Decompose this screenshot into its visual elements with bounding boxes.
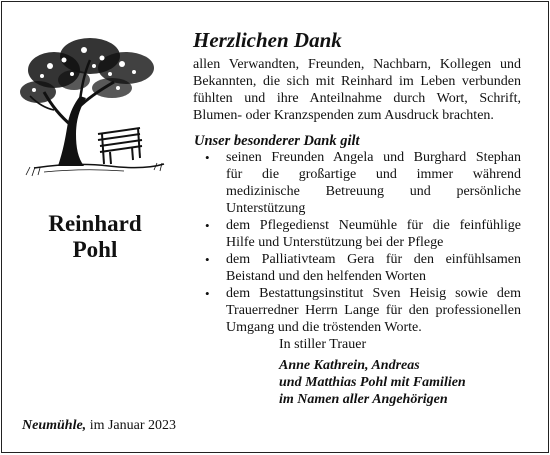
list-item-line: Hilfe und Unterstützung bei der Pflege — [226, 235, 444, 250]
date-text: im Januar 2023 — [89, 418, 177, 433]
list-item-line: • seinen Freunden Angela und Burghard Stephan — [226, 150, 521, 165]
deceased-first-name: Reinhard — [48, 211, 142, 236]
list-item-line: • dem Palliativteam Gera für den einfühlsamen — [226, 252, 521, 267]
intro-line: fühlten und ihre Anteilnahme durch Wort, Schrift, — [193, 91, 521, 106]
deceased-last-name: Pohl — [72, 237, 118, 262]
signer-line: Anne Kathrein, Andreas — [279, 358, 420, 373]
signer-line: im Namen aller Angehörigen — [279, 392, 448, 407]
list-item-line: Beistand und den helfenden Worten — [226, 269, 427, 284]
page-title: Herzlichen Dank — [193, 28, 342, 52]
list-item-line: für die großartige und immer während — [226, 167, 521, 182]
place-name: Neumühle, — [22, 418, 87, 433]
list-item-line: medizinische Betreuung und persönliche — [226, 184, 521, 199]
list-item — [194, 149, 521, 217]
thanks-list — [194, 149, 521, 336]
place-date — [22, 418, 176, 434]
list-item-line: • dem Bestattungsinstitut Sven Heisig sowie dem — [226, 286, 521, 301]
obituary-card — [1, 1, 549, 453]
list-item-line: Trauerredner Herrn Lange für den professionellen — [226, 303, 521, 318]
special-thanks-heading: Unser besonderer Dank gilt — [194, 133, 360, 149]
intro-line: Bekannten, die sich mit Reinhard im Leben verbunden — [193, 74, 521, 89]
signers-block — [279, 357, 466, 408]
mourning-label: In stiller Trauer — [279, 337, 367, 352]
list-item-line: Umgang und die tröstenden Worte. — [226, 320, 422, 335]
intro-paragraph — [193, 56, 521, 124]
tree-bench-icon — [14, 30, 174, 180]
intro-line: allen Verwandten, Freunden, Nachbarn, Kollegen und — [193, 57, 521, 72]
list-item — [194, 285, 521, 336]
list-item-line: Unterstützung — [226, 201, 306, 216]
intro-line: Blumen- oder Kranzspenden zum Ausdruck brachten. — [193, 108, 494, 123]
list-item — [194, 217, 521, 251]
list-item — [194, 251, 521, 285]
deceased-name — [20, 211, 170, 263]
signer-line: und Matthias Pohl mit Familien — [279, 375, 466, 390]
list-item-line: • dem Pflegedienst Neumühle für die feinfühlige — [226, 218, 521, 233]
